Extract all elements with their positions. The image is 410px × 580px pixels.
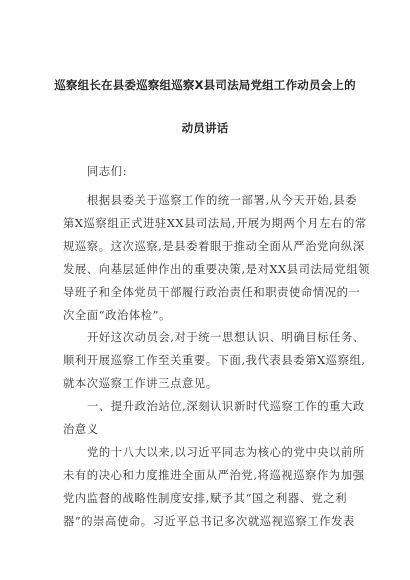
document-subtitle: 动员讲话 bbox=[181, 121, 229, 135]
paragraph-line: 器”的崇高使命。习近平总书记多次就巡视巡察工作发表 bbox=[63, 515, 355, 528]
paragraph-line: 未有的决心和力度推进全面从严治党,将巡视巡察作为加强 bbox=[63, 469, 365, 482]
paragraph-line: 党内监督的战略性制度安排,赋予其“国之利器、党之利 bbox=[63, 492, 348, 505]
salutation: 同志们: bbox=[87, 165, 128, 178]
paragraph-line: 党的十八大以来,以习近平同志为核心的党中央以前所 bbox=[87, 446, 365, 459]
paragraph-line: 导班子和全体党员干部履行政治责任和职责使命情况的一 bbox=[63, 286, 361, 299]
paragraph-line: 根据县委关于巡察工作的统一部署,从今天开始,县委 bbox=[87, 194, 358, 207]
section-heading: 一、提升政治站位,深刻认识新时代巡察工作的重大政 bbox=[87, 400, 365, 413]
paragraph-line: 规巡察。这次巡察,是县委着眼于推动全面从严治党向纵深 bbox=[63, 240, 365, 253]
section-heading: 治意义 bbox=[63, 423, 99, 436]
paragraph-line: 就本次巡察工作讲三点意见。 bbox=[63, 377, 218, 390]
paragraph-line: 次全面“政治体检”。 bbox=[63, 309, 171, 322]
document-title: 巡察组长在县委巡察组巡察X县司法局党组工作动员会上的 bbox=[54, 78, 356, 92]
paragraph-line: 顺利开展巡察工作至关重要。下面,我代表县委第X巡察组, bbox=[63, 354, 366, 367]
paragraph-line: 第X巡察组正式进驻XX县司法局,开展为期两个月左右的常 bbox=[63, 217, 367, 230]
paragraph-line: 开好这次动员会,对于统一思想认识、明确目标任务、 bbox=[87, 331, 365, 344]
paragraph-line: 发展、向基层延伸作出的重要决策,是对XX县司法局党组领 bbox=[63, 263, 371, 276]
